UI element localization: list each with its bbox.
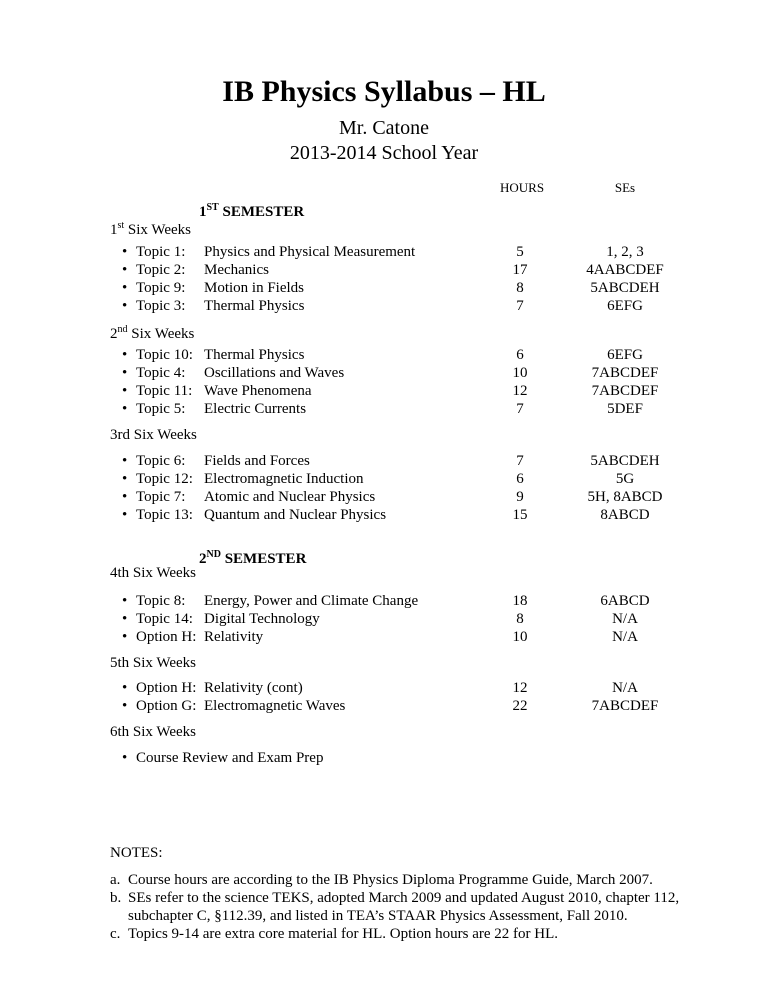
bullet-icon: •: [122, 489, 128, 505]
period-heading-6: 6th Six Weeks: [110, 724, 197, 740]
bullet-icon: •: [122, 629, 128, 645]
bullet-icon: •: [122, 262, 128, 278]
table-row: • Option H: Relativity (cont) 12 N/A: [122, 680, 638, 696]
table-row: • Topic 11: Wave Phenomena 12 7ABCDEF: [122, 383, 659, 399]
school-year: 2013-2014 School Year: [289, 142, 479, 164]
bullet-icon: •: [122, 593, 128, 609]
semester-heading-2: 2ND SEMESTER: [199, 549, 307, 567]
bullet-icon: •: [122, 507, 128, 523]
period-heading-2: 2nd Six Weeks: [110, 324, 195, 342]
bullet-icon: •: [122, 611, 128, 627]
bullet-icon: •: [122, 401, 128, 417]
teacher-name: Mr. Catone: [339, 117, 429, 139]
table-row: • Topic 4: Oscillations and Waves 10 7ABCDEF: [122, 365, 659, 381]
bullet-icon: •: [122, 383, 128, 399]
note-item: b. SEs refer to the science TEKS, adopted March 2009 and updated August 2010, chapter 112, subchapter C, §112.39, and listed in TEA’s STAAR Physics Assessment, Fall 2010.: [110, 890, 680, 924]
table-row: • Topic 13: Quantum and Nuclear Physics 15 8ABCD: [122, 507, 650, 523]
notes-heading: NOTES:: [110, 845, 163, 861]
table-row: • Topic 7: Atomic and Nuclear Physics 9 5H, 8ABCD: [122, 489, 663, 505]
period-heading-4: 4th Six Weeks: [110, 565, 197, 581]
bullet-icon: •: [122, 280, 128, 296]
table-row: • Option G: Electromagnetic Waves 22 7ABCDEF: [122, 698, 659, 714]
page-title: IB Physics Syllabus – HL: [222, 75, 546, 108]
table-row: • Topic 5: Electric Currents 7 5DEF: [122, 401, 643, 417]
bullet-icon: •: [122, 471, 128, 487]
table-row: • Topic 8: Energy, Power and Climate Change 18 6ABCD: [122, 593, 650, 609]
period-heading-5: 5th Six Weeks: [110, 655, 197, 671]
ses-column-header: SEs: [614, 180, 636, 195]
bullet-icon: •: [122, 680, 128, 696]
table-row: • Topic 6: Fields and Forces 7 5ABCDEH: [122, 453, 660, 469]
bullet-icon: •: [122, 698, 128, 714]
bullet-icon: •: [122, 347, 128, 363]
bullet-icon: •: [122, 298, 128, 314]
table-row: • Topic 10: Thermal Physics 6 6EFG: [122, 347, 643, 363]
bullet-icon: •: [122, 750, 128, 766]
bullet-icon: •: [122, 244, 128, 260]
semester-heading-1: 1ST SEMESTER: [199, 202, 305, 220]
table-row: • Topic 3: Thermal Physics 7 6EFG: [122, 298, 643, 314]
table-row: • Topic 2: Mechanics 17 4AABCDEF: [122, 262, 664, 278]
note-item: a. Course hours are according to the IB Physics Diploma Programme Guide, March 2007.: [110, 872, 653, 888]
hours-column-header: HOURS: [500, 180, 545, 195]
note-item: c. Topics 9-14 are extra core material for HL. Option hours are 22 for HL.: [110, 926, 559, 942]
period-heading-3: 3rd Six Weeks: [110, 427, 197, 443]
bullet-icon: •: [122, 365, 128, 381]
bullet-icon: •: [122, 453, 128, 469]
period-heading-1: 1st Six Weeks: [110, 220, 192, 238]
table-row: • Topic 12: Electromagnetic Induction 6 5G: [122, 471, 635, 487]
table-row: • Topic 9: Motion in Fields 8 5ABCDEH: [122, 280, 660, 296]
table-row: • Topic 14: Digital Technology 8 N/A: [122, 611, 638, 627]
table-row: • Option H: Relativity 10 N/A: [122, 629, 638, 645]
list-item: • Course Review and Exam Prep: [122, 750, 324, 766]
table-row: • Topic 1: Physics and Physical Measurement 5 1, 2, 3: [122, 244, 644, 260]
